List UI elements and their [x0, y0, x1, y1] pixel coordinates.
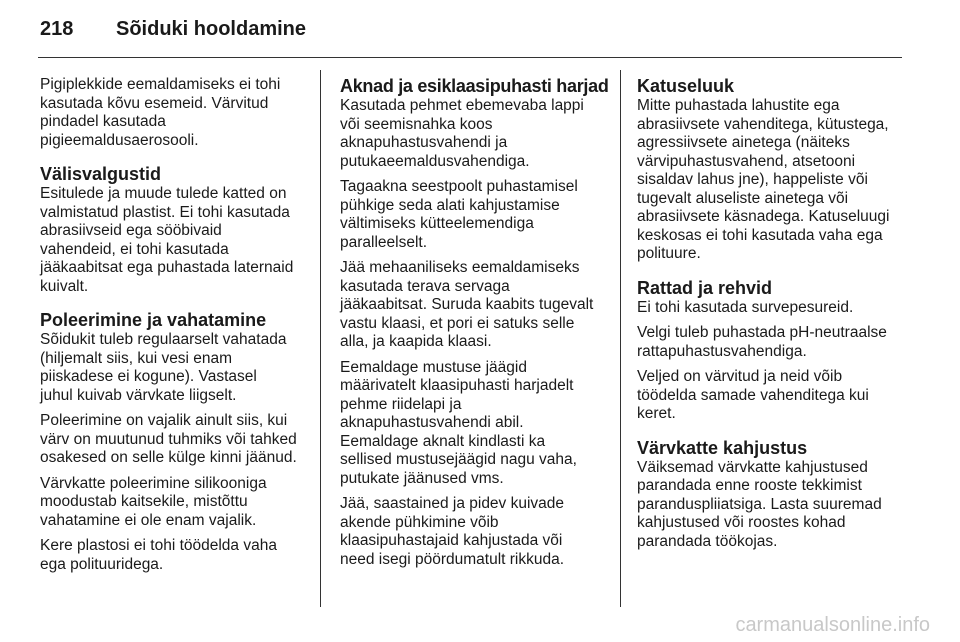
- section-varvkatte: [637, 438, 905, 552]
- column-right: [637, 76, 905, 558]
- section-heading: Värvkatte kahjustus: [637, 437, 808, 458]
- page-header: [40, 18, 306, 48]
- paragraph: Kere plastosi ei tohi töödelda vaha ega polituuridega.: [40, 537, 277, 573]
- paragraph: Jää mehaaniliseks eemaldamiseks kasutada terava servaga jääkaabitsat. Suruda kaabits tugevalt vastu klaasi, et pori ei satuks selle alla, ja kaapida klaasi.: [340, 259, 594, 350]
- column-divider-1: [320, 70, 321, 607]
- section-aknad: [340, 76, 608, 569]
- paragraph: Poleerimine on vajalik ainult siis, kui värv on muutunud tuhmiks või tahked osakesed on selle külge kinni jäänud.: [40, 412, 297, 466]
- paragraph: Ei tohi kasutada survepesureid.: [637, 298, 854, 316]
- column-divider-2: [620, 70, 621, 607]
- column-middle: [340, 76, 608, 576]
- chapter-title: Sõiduki hooldamine: [116, 18, 307, 40]
- column-left: [40, 76, 306, 581]
- header-divider: [38, 57, 902, 58]
- paragraph: Väiksemad värvkatte kahjustused parandada enne rooste tekkimist paranduspliiatsiga. Lasta suuremad kahjustused või roostes kohad parandada töökojas.: [637, 458, 882, 550]
- section-katuseluuk: [637, 76, 905, 264]
- paragraph: Mitte puhastada lahustite ega abrasiivsete vahenditega, kütustega, agressiivsete ainetega (näiteks värvipuhastusvahend, atsetooni sisaldav lahus jne), happeliste või tugevalt aluseliste ainetega või abrasiivsete käsnadega. Katuseluugi keskosas ei tohi kasutada vaha ega polituure.: [637, 97, 890, 262]
- section-valisvalgustid: [40, 164, 306, 296]
- section-heading: Välisvalgustid: [40, 164, 162, 184]
- paragraph: Sõidukit tuleb regulaarselt vahatada (hiljemalt siis, kui vesi enam piiskadese ei kogune). Vastasel juhul kuivab värvkate liigselt.: [40, 331, 287, 404]
- intro-section: [40, 76, 306, 150]
- watermark: carmanualsonline.info: [735, 614, 930, 636]
- section-poleerimine: [40, 310, 306, 574]
- paragraph: Jää, saastained ja pidev kuivade akende pühkimine võib klaasipuhastajaid kahjustada või need isegi pöördumatult rikkuda.: [340, 495, 565, 568]
- paragraph: Veljed on värvitud ja neid võib töödelda samade vahenditega kui keret.: [637, 368, 869, 422]
- section-heading: Rattad ja rehvid: [637, 277, 773, 298]
- section-rattad: [637, 278, 905, 424]
- section-heading: Katuseluuk: [637, 76, 735, 96]
- section-heading: Poleerimine ja vahatamine: [40, 310, 267, 330]
- paragraph: Tagaakna seestpoolt puhastamisel pühkige seda alati kahjustamise vältimiseks kütteelemendiga paralleelselt.: [340, 178, 578, 251]
- page-number: 218: [40, 18, 74, 40]
- paragraph: Esitulede ja muude tulede katted on valmistatud plastist. Ei tohi kasutada abrasiivseid ega sööbivaid vahendeid, ei tohi kasutada jääkaabitsat ega puhastada laternaid kuivalt.: [40, 185, 294, 295]
- section-heading: Aknad ja esiklaasipuhasti harjad: [340, 76, 609, 96]
- intro-paragraph: Pigiplekkide eemaldamiseks ei tohi kasutada kõvu esemeid. Värvitud pindadel kasutada pigieemaldusaerosooli.: [40, 76, 281, 149]
- paragraph: Velgi tuleb puhastada pH-neutraalse rattapuhastusvahendiga.: [637, 324, 887, 360]
- paragraph: Kasutada pehmet ebemevaba lappi või seemisnahka koos aknapuhastusvahendi ja putukaeemaldusvahendiga.: [340, 97, 584, 170]
- paragraph: Eemaldage mustuse jäägid määrivatelt klaasipuhasti harjadelt pehme riidelapi ja aknapuhastusvahendi abil. Eemaldage aknalt kindlasti ka sellised mustusejäägid nagu vaha, putukate jäänused vms.: [340, 358, 577, 487]
- paragraph: Värvkatte poleerimine silikooniga moodustab kaitsekile, mistõttu vahatamine ei ole enam vajalik.: [40, 474, 267, 529]
